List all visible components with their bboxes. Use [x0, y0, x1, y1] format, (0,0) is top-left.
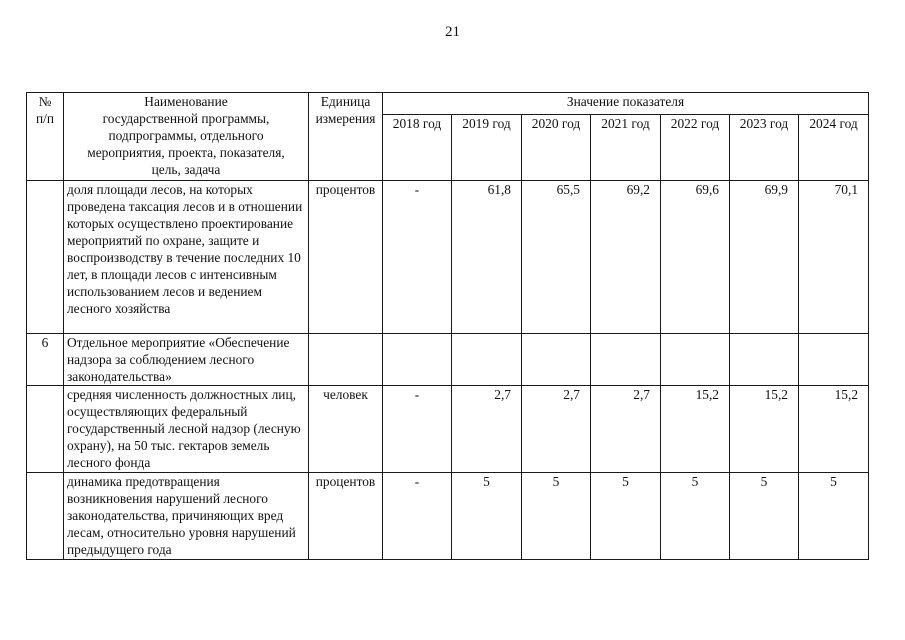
header-year: 2018 год — [383, 115, 452, 181]
header-year: 2022 год — [661, 115, 730, 181]
header-year: 2019 год — [452, 115, 522, 181]
row-value: 5 — [730, 473, 799, 560]
page-number: 21 — [445, 24, 460, 40]
table-row — [27, 386, 869, 473]
row-value — [383, 334, 452, 386]
indicators-table — [26, 92, 869, 560]
row-number — [27, 181, 64, 334]
row-value: 5 — [522, 473, 591, 560]
row-value — [730, 334, 799, 386]
row-value: 70,1 — [799, 181, 869, 334]
header-values: Значение показателя — [383, 93, 869, 115]
row-name: Отдельное мероприятие «Обеспечение надзора за соблюдением лесного законодательства» — [64, 334, 309, 386]
row-name: средняя численность должностных лиц, осуществляющих федеральный государственный лесной надзор (лесную охрану), на 50 тыс. гектаров земель лесного фонда — [64, 386, 309, 473]
table-row — [27, 473, 869, 560]
row-number — [27, 386, 64, 473]
row-value: - — [383, 473, 452, 560]
row-value: 61,8 — [452, 181, 522, 334]
row-value: 2,7 — [522, 386, 591, 473]
row-value: 65,5 — [522, 181, 591, 334]
header-row-1 — [27, 93, 869, 115]
row-value: 15,2 — [799, 386, 869, 473]
row-value: 2,7 — [452, 386, 522, 473]
row-value: 15,2 — [730, 386, 799, 473]
row-value — [661, 334, 730, 386]
row-number — [27, 473, 64, 560]
table-row — [27, 334, 869, 386]
row-value: - — [383, 181, 452, 334]
row-value: 69,9 — [730, 181, 799, 334]
row-value — [522, 334, 591, 386]
row-unit: процентов — [309, 181, 383, 334]
row-value — [799, 334, 869, 386]
row-name: динамика предотвращения возникновения нарушений лесного законодательства, причиняющих вред лесам, относительно уровня нарушений предыдущего года — [64, 473, 309, 560]
row-value: 2,7 — [591, 386, 661, 473]
row-number: 6 — [27, 334, 64, 386]
row-unit — [309, 334, 383, 386]
header-year: 2023 год — [730, 115, 799, 181]
row-value — [452, 334, 522, 386]
header-year: 2021 год — [591, 115, 661, 181]
header-year: 2020 год — [522, 115, 591, 181]
header-unit: Единица измерения — [309, 93, 383, 181]
row-value: 5 — [661, 473, 730, 560]
row-value: 5 — [452, 473, 522, 560]
row-value: 5 — [799, 473, 869, 560]
header-number: № п/п — [27, 93, 64, 181]
header-year: 2024 год — [799, 115, 869, 181]
row-value: - — [383, 386, 452, 473]
row-value: 5 — [591, 473, 661, 560]
table-row — [27, 181, 869, 334]
row-value: 69,2 — [591, 181, 661, 334]
header-name: Наименование государственной программы, подпрограммы, отдельного мероприятия, проекта, показателя, цель, задача — [64, 93, 309, 181]
row-unit: процентов — [309, 473, 383, 560]
row-value — [591, 334, 661, 386]
row-unit: человек — [309, 386, 383, 473]
row-value: 69,6 — [661, 181, 730, 334]
row-name: доля площади лесов, на которых проведена таксация лесов и в отношении которых осуществлено проектирование мероприятий по охране, защите и воспроизводству в течение последних 10 лет, в площади лесов с интенсивным использованием лесов и ведением лесного хозяйства — [64, 181, 309, 334]
row-value: 15,2 — [661, 386, 730, 473]
